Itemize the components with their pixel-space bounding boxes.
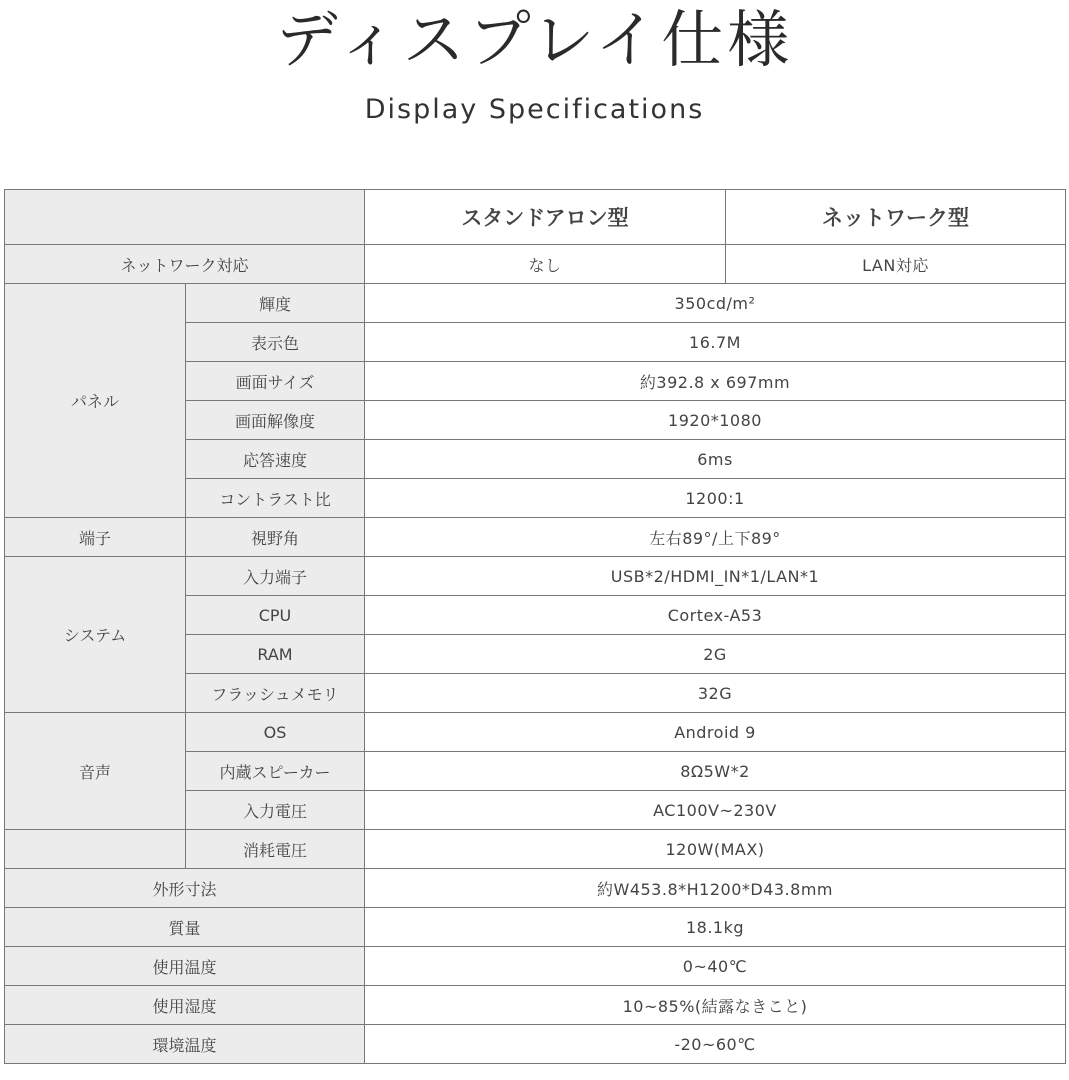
group-label-system: システム <box>5 557 186 713</box>
value-brightness: 350cd/m² <box>365 284 1066 323</box>
table-row <box>5 830 1066 869</box>
value-contrast: 1200:1 <box>365 479 1066 518</box>
table-row <box>5 908 1066 947</box>
column-header-network: ネットワーク型 <box>726 190 1066 245</box>
value-response: 6ms <box>365 440 1066 479</box>
row-label-cpu: CPU <box>186 596 365 635</box>
value-screen-size: 約392.8 x 697mm <box>365 362 1066 401</box>
row-label-weight: 質量 <box>5 908 365 947</box>
table-row <box>5 1025 1066 1064</box>
value-colors: 16.7M <box>365 323 1066 362</box>
value-cpu: Cortex-A53 <box>365 596 1066 635</box>
value-resolution: 1920*1080 <box>365 401 1066 440</box>
table-row <box>5 869 1066 908</box>
group-label-audio: 音声 <box>5 713 186 830</box>
value-weight: 18.1kg <box>365 908 1066 947</box>
value-op-temp: 0~40℃ <box>365 947 1066 986</box>
group-label-empty <box>5 830 186 869</box>
row-label-ram: RAM <box>186 635 365 674</box>
table-row <box>5 245 1066 284</box>
value-network-network: LAN対応 <box>726 245 1066 284</box>
value-flash: 32G <box>365 674 1066 713</box>
value-dimensions: 約W453.8*H1200*D43.8mm <box>365 869 1066 908</box>
group-label-panel: パネル <box>5 284 186 518</box>
row-label-brightness: 輝度 <box>186 284 365 323</box>
row-label-contrast: コントラスト比 <box>186 479 365 518</box>
row-label-os: OS <box>186 713 365 752</box>
value-op-humidity: 10~85%(結露なきこと) <box>365 986 1066 1025</box>
value-viewing-angle: 左右89°/上下89° <box>365 518 1066 557</box>
column-header-standalone: スタンドアロン型 <box>365 190 726 245</box>
value-input-ports: USB*2/HDMI_IN*1/LAN*1 <box>365 557 1066 596</box>
row-label-dimensions: 外形寸法 <box>5 869 365 908</box>
value-env-temp: -20~60℃ <box>365 1025 1066 1064</box>
row-label-power: 消耗電圧 <box>186 830 365 869</box>
row-label-screen-size: 画面サイズ <box>186 362 365 401</box>
row-label-op-temp: 使用温度 <box>5 947 365 986</box>
value-speaker: 8Ω5W*2 <box>365 752 1066 791</box>
row-label-colors: 表示色 <box>186 323 365 362</box>
row-label-env-temp: 環境温度 <box>5 1025 365 1064</box>
row-label-flash: フラッシュメモリ <box>186 674 365 713</box>
row-label-op-humidity: 使用湿度 <box>5 986 365 1025</box>
header-blank-cell <box>5 190 365 245</box>
value-input-voltage: AC100V~230V <box>365 791 1066 830</box>
row-label-network-support: ネットワーク対応 <box>5 245 365 284</box>
value-network-standalone: なし <box>365 245 726 284</box>
value-power: 120W(MAX) <box>365 830 1066 869</box>
row-label-viewing-angle: 視野角 <box>186 518 365 557</box>
page-subtitle: Display Specifications <box>364 94 705 125</box>
spec-table <box>4 189 1066 1064</box>
table-row <box>5 713 1066 752</box>
header-row <box>5 190 1066 245</box>
row-label-input-ports: 入力端子 <box>186 557 365 596</box>
page-title: ディスプレイ仕様 <box>275 3 794 76</box>
row-label-resolution: 画面解像度 <box>186 401 365 440</box>
value-os: Android 9 <box>365 713 1066 752</box>
group-label-terminal: 端子 <box>5 518 186 557</box>
table-row <box>5 986 1066 1025</box>
value-ram: 2G <box>365 635 1066 674</box>
row-label-response: 応答速度 <box>186 440 365 479</box>
row-label-speaker: 内蔵スピーカー <box>186 752 365 791</box>
table-row <box>5 947 1066 986</box>
table-row <box>5 557 1066 596</box>
table-row <box>5 518 1066 557</box>
table-row <box>5 284 1066 323</box>
row-label-input-voltage: 入力電圧 <box>186 791 365 830</box>
